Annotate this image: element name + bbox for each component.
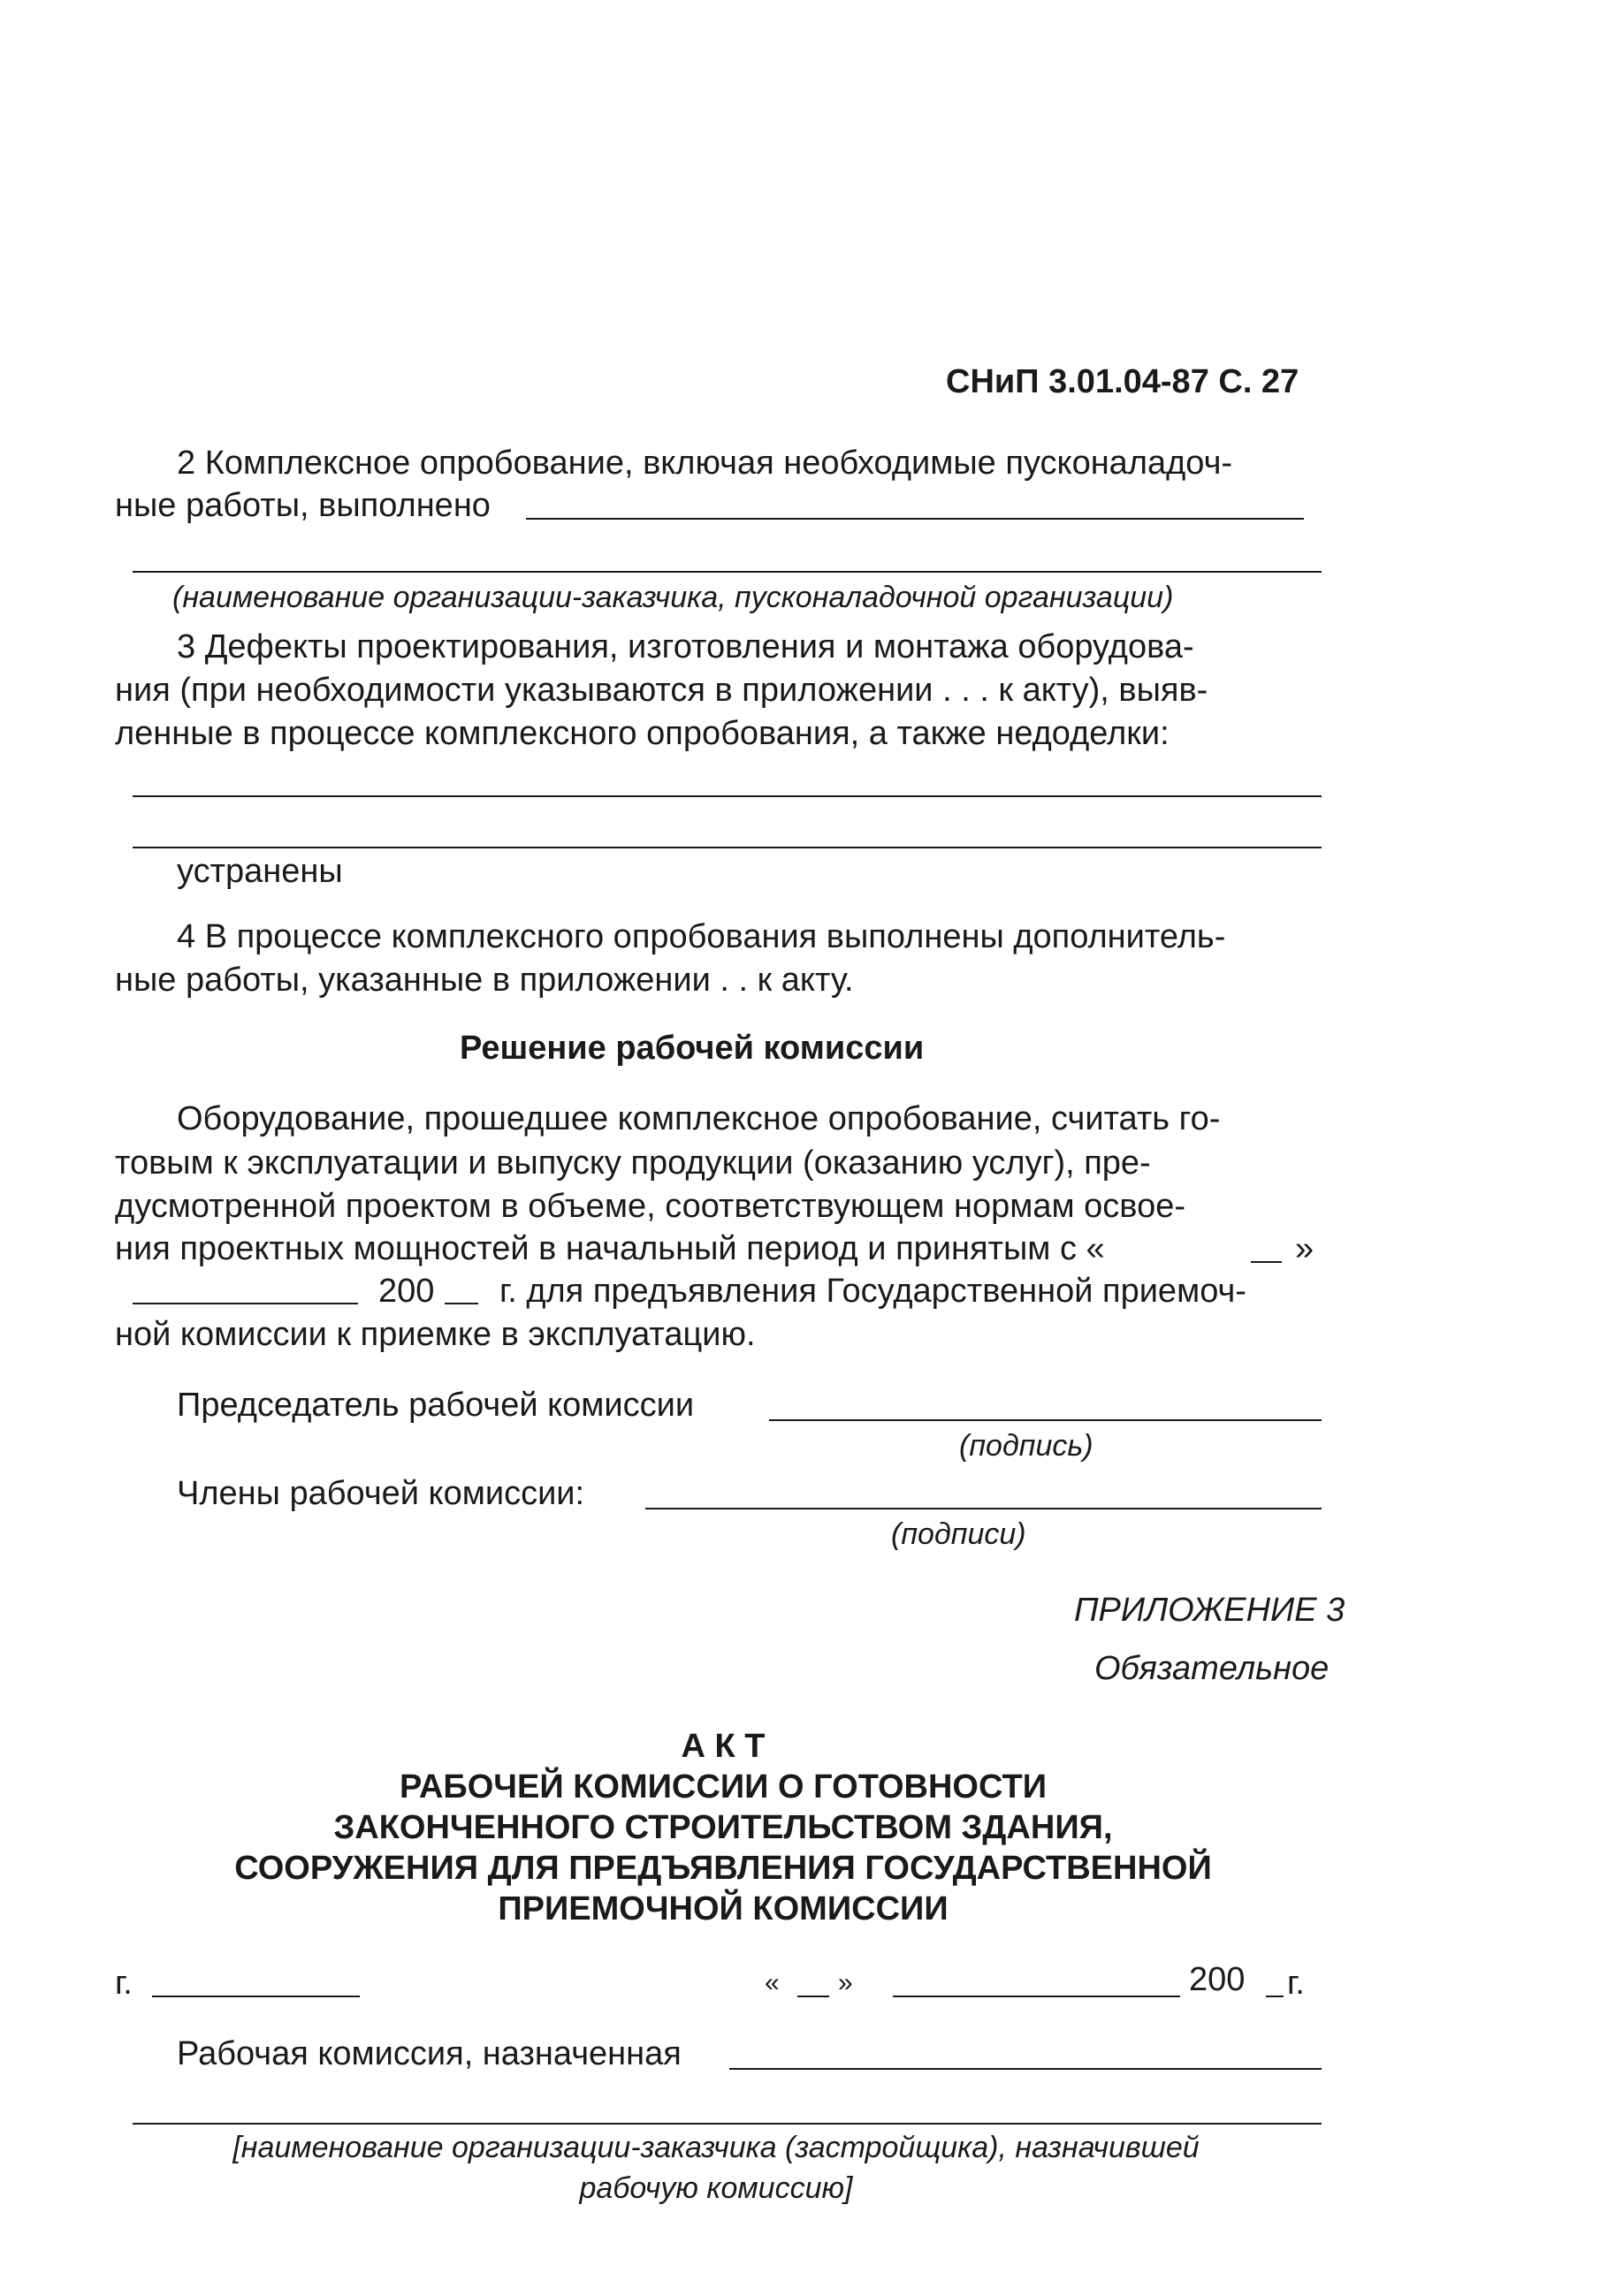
fill-year-accepted[interactable] [445, 1303, 478, 1304]
act-title-1: А К Т [681, 1728, 766, 1765]
section-3-line-2: ния (при необходимости указываются в приложении . . . к акту), выяв- [115, 672, 1208, 709]
section-2-caption: (наименование организации-заказчика, пусконаладочной организации) [172, 581, 1174, 614]
decision-line-5: г. для предъявления Государственной приемоч- [499, 1273, 1246, 1310]
chairman-caption: (подпись) [959, 1429, 1093, 1463]
date-year-suffix: г. [1287, 1965, 1305, 2002]
decision-line-3: дусмотренной проектом в объеме, соответствующем нормам освое- [115, 1188, 1185, 1225]
commission-caption-2: рабочую комиссию] [579, 2171, 853, 2205]
fill-day-accepted[interactable] [1251, 1261, 1282, 1263]
decision-line-2: товым к эксплуатации и выпуску продукции (оказанию услуг), пре- [115, 1144, 1151, 1182]
section-2-line-2: ные работы, выполнено [115, 487, 491, 524]
section-3-line-3: ленные в процессе комплексного опробования, а также недоделки: [115, 715, 1170, 752]
act-title-2: РАБОЧЕЙ КОМИССИИ О ГОТОВНОСТИ [399, 1768, 1048, 1806]
decision-line-4: ния проектных мощностей в начальный период и принятым с « [115, 1230, 1105, 1267]
decision-year: 200 [378, 1273, 435, 1310]
date-quote-close: » [838, 1968, 853, 1997]
doc-reference: СНиП 3.01.04-87 С. 27 [946, 363, 1299, 400]
fill-commission-org[interactable] [729, 2068, 1322, 2070]
fill-line-defects-1[interactable] [133, 795, 1322, 797]
date-year: 200 [1189, 1961, 1246, 1998]
fill-date-day[interactable] [797, 1996, 829, 1997]
fill-city[interactable] [152, 1996, 360, 1997]
decision-line-6: ной комиссии к приемке в эксплуатацию. [115, 1316, 756, 1353]
fill-line-defects-2[interactable] [133, 847, 1322, 848]
fill-line-organization-2[interactable] [133, 571, 1322, 573]
commission-label: Рабочая комиссия, назначенная [177, 2035, 682, 2072]
members-label: Члены рабочей комиссии: [177, 1475, 585, 1512]
appendix-status: Обязательное [1094, 1650, 1330, 1687]
chairman-signature-line[interactable] [769, 1419, 1322, 1421]
fill-commission-org-2[interactable] [133, 2123, 1322, 2125]
fill-date-month[interactable] [893, 1996, 1180, 1997]
decision-line-4-end: » [1295, 1230, 1314, 1267]
section-2-line-1: 2 Комплексное опробование, включая необходимые пусконаладоч- [177, 445, 1233, 482]
section-3-fixed: устранены [177, 853, 343, 890]
act-title-4: СООРУЖЕНИЯ ДЛЯ ПРЕДЪЯВЛЕНИЯ ГОСУДАРСТВЕННОЙ [234, 1850, 1212, 1887]
section-4-line-1: 4 В процессе комплексного опробования выполнены дополнитель- [177, 918, 1226, 955]
fill-date-year[interactable] [1266, 1996, 1284, 1997]
members-signature-line[interactable] [645, 1508, 1322, 1509]
appendix-label: ПРИЛОЖЕНИЕ 3 [1074, 1592, 1345, 1629]
fill-month-accepted[interactable] [133, 1303, 358, 1304]
date-quote-open: « [765, 1968, 780, 1997]
chairman-label: Председатель рабочей комиссии [177, 1387, 695, 1424]
decision-line-1: Оборудование, прошедшее комплексное опробование, считать го- [177, 1100, 1221, 1137]
commission-caption-1: [наименование организации-заказчика (застройщика), назначившей [232, 2131, 1200, 2164]
city-prefix: г. [115, 1965, 133, 2002]
decision-heading: Решение рабочей комиссии [460, 1030, 925, 1067]
section-3-line-1: 3 Дефекты проектирования, изготовления и монтажа оборудова- [177, 628, 1194, 665]
act-title-3: ЗАКОНЧЕННОГО СТРОИТЕЛЬСТВОМ ЗДАНИЯ, [333, 1809, 1113, 1846]
fill-line-organization[interactable] [526, 518, 1304, 520]
members-caption: (подписи) [891, 1517, 1026, 1551]
act-title-5: ПРИЕМОЧНОЙ КОМИССИИ [498, 1890, 949, 1927]
section-4-line-2: ные работы, указанные в приложении . . к акту. [115, 962, 854, 999]
